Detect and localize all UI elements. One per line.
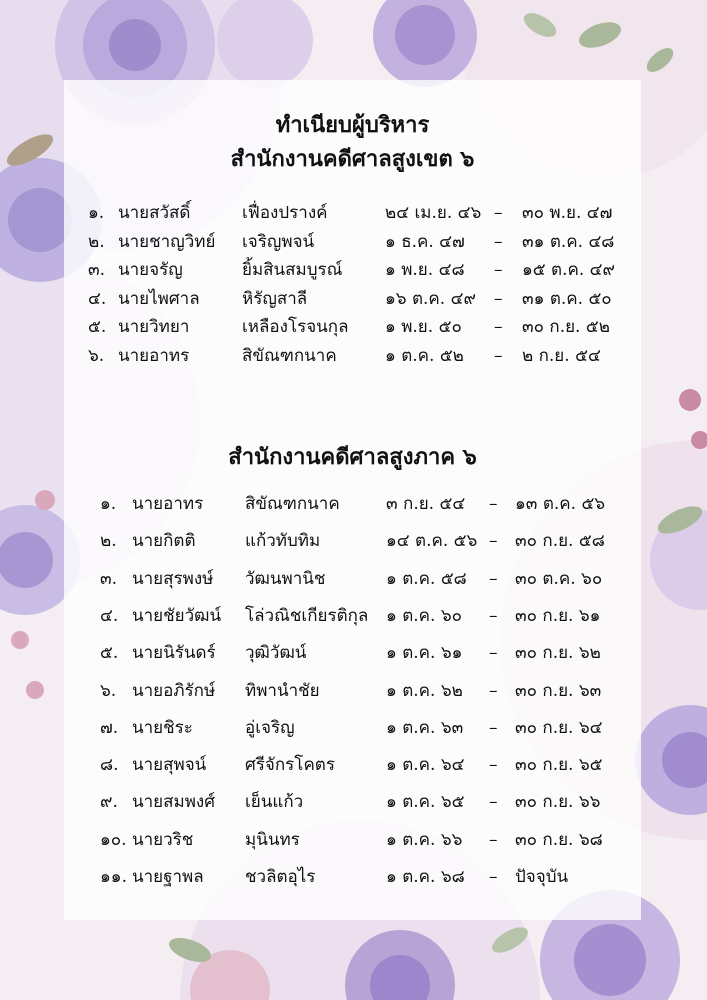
term-start: ๑๔ ต.ค. ๕๖ <box>386 531 478 552</box>
person-surname: เหลืองโรจนกุล <box>242 317 349 337</box>
item-number: ๘. <box>100 755 119 776</box>
term-dash: – <box>489 605 498 626</box>
person-title-name: นายชิระ <box>132 717 193 738</box>
term-end: ๓๐ ก.ย. ๖๖ <box>515 792 601 813</box>
term-dash: – <box>494 260 503 280</box>
section1-title: สำนักงานคดีศาลสูงเขต ๖ <box>230 146 475 172</box>
term-start: ๑ ต.ค. ๖๖ <box>386 829 463 850</box>
term-dash: – <box>489 531 498 552</box>
term-dash: – <box>489 829 498 850</box>
person-title-name: นายสุรพงษ์ <box>132 568 214 589</box>
person-surname: สิขัณฑกนาค <box>245 494 340 514</box>
item-number: ๒. <box>88 231 105 252</box>
person-title-name: นายสวัสดิ์ <box>118 203 191 223</box>
person-surname: เฟื่องปรางค์ <box>242 203 328 223</box>
person-title-name: นายอาทร <box>118 345 190 366</box>
person-title-name: นายนิรันดร์ <box>132 643 216 664</box>
item-number: ๓. <box>100 568 118 589</box>
term-end: ๓๑ ต.ค. ๔๘ <box>522 231 615 252</box>
term-start: ๑ พ.ย. ๕๐ <box>385 317 462 337</box>
item-number: ๒. <box>100 531 117 552</box>
person-surname: วัฒนพานิช <box>245 568 326 589</box>
term-start: ๑๖ ต.ค. ๔๙ <box>385 288 476 309</box>
term-dash: – <box>489 568 498 589</box>
person-surname: แก้วทับทิม <box>245 531 321 552</box>
person-surname: เย็นแก้ว <box>245 792 304 813</box>
term-start: ๑ ต.ค. ๖๔ <box>386 755 465 776</box>
term-end: ปัจจุบัน <box>515 867 569 887</box>
person-title-name: นายจรัญ <box>118 260 183 280</box>
item-number: ๗. <box>100 717 119 738</box>
berry <box>35 490 55 510</box>
item-number: ๖. <box>88 345 105 366</box>
item-number: ๑. <box>100 494 117 514</box>
term-start: ๓ ก.ย. ๕๔ <box>386 494 466 514</box>
person-surname: หิรัญสาลี <box>242 288 308 309</box>
berry <box>11 631 29 649</box>
term-dash: – <box>489 717 498 738</box>
term-start: ๑ ต.ค. ๖๑ <box>386 643 463 664</box>
term-dash: – <box>494 345 503 366</box>
person-title-name: นายไพศาล <box>118 288 200 309</box>
person-surname: เจริญพจน์ <box>242 231 315 252</box>
person-title-name: นายสมพงศ์ <box>132 792 216 813</box>
term-end: ๓๐ ก.ย. ๖๓ <box>515 680 602 701</box>
item-number: ๔. <box>88 288 107 309</box>
person-title-name: นายอภิรักษ์ <box>132 680 216 701</box>
term-dash: – <box>489 680 498 701</box>
term-end: ๒ ก.ย. ๕๔ <box>522 345 601 366</box>
term-start: ๑ ต.ค. ๖๒ <box>386 680 463 701</box>
term-dash: – <box>489 792 498 813</box>
item-number: ๑๐. <box>100 829 127 850</box>
term-start: ๑ พ.ย. ๔๘ <box>385 260 465 280</box>
person-title-name: นายชาญวิทย์ <box>118 231 216 252</box>
item-number: ๕. <box>100 643 119 664</box>
person-surname: ศรีจักรโคตร <box>245 755 335 776</box>
person-title-name: นายกิตติ <box>132 531 196 552</box>
item-number: ๓. <box>88 260 106 280</box>
person-title-name: นายชัยวัฒน์ <box>132 605 222 626</box>
term-dash: – <box>489 643 498 664</box>
item-number: ๖. <box>100 680 117 701</box>
term-start: ๑ ต.ค. ๖๘ <box>386 867 465 887</box>
person-surname: ทิพานำชัย <box>245 680 320 701</box>
item-number: ๑. <box>88 203 105 223</box>
term-dash: – <box>489 494 498 514</box>
person-surname: อู่เจริญ <box>245 717 295 738</box>
term-end: ๓๐ ก.ย. ๖๕ <box>515 755 603 776</box>
term-end: ๓๐ ก.ย. ๖๑ <box>515 605 601 626</box>
item-number: ๑๑. <box>100 867 127 887</box>
person-title-name: นายวิทยา <box>118 317 190 337</box>
person-title-name: นายวริช <box>132 829 194 850</box>
term-end: ๓๐ ก.ย. ๖๔ <box>515 717 603 738</box>
person-title-name: นายฐาพล <box>132 867 204 887</box>
item-number: ๕. <box>88 317 107 337</box>
term-start: ๒๔ เม.ย. ๔๖ <box>385 203 482 223</box>
term-dash: – <box>494 288 503 309</box>
person-title-name: นายอาทร <box>132 494 204 514</box>
section2-title: สำนักงานคดีศาลสูงภาค ๖ <box>228 444 477 470</box>
person-surname: สิขัณฑกนาค <box>242 345 337 366</box>
term-end: ๓๑ ต.ค. ๕๐ <box>522 288 612 309</box>
term-end: ๓๐ ก.ย. ๕๘ <box>515 531 605 552</box>
term-dash: – <box>494 231 503 252</box>
term-dash: – <box>489 755 498 776</box>
term-start: ๑ ต.ค. ๖๕ <box>386 792 465 813</box>
person-title-name: นายสุพจน์ <box>132 755 207 776</box>
term-end: ๓๐ พ.ย. ๔๗ <box>522 203 613 223</box>
term-dash: – <box>489 867 498 887</box>
term-start: ๑ ต.ค. ๖๓ <box>386 717 464 738</box>
term-end: ๓๐ ก.ย. ๖๘ <box>515 829 603 850</box>
main-title: ทำเนียบผู้บริหาร <box>275 112 430 138</box>
person-surname: โล่วณิชเกียรติกุล <box>245 605 369 626</box>
term-end: ๓๐ ก.ย. ๖๒ <box>515 643 601 664</box>
person-surname: ชวลิตอุไร <box>245 867 316 887</box>
term-end: ๑๓ ต.ค. ๕๖ <box>515 494 606 514</box>
term-end: ๑๕ ต.ค. ๔๙ <box>522 260 616 280</box>
item-number: ๙. <box>100 792 118 813</box>
term-end: ๓๐ ก.ย. ๕๒ <box>522 317 610 337</box>
berry <box>26 681 44 699</box>
term-start: ๑ ต.ค. ๖๐ <box>386 605 462 626</box>
term-dash: – <box>494 317 503 337</box>
person-surname: มุนินทร <box>245 829 300 850</box>
term-start: ๑ ธ.ค. ๔๗ <box>385 231 465 252</box>
term-start: ๑ ต.ค. ๕๒ <box>385 345 464 366</box>
term-start: ๑ ต.ค. ๕๘ <box>386 568 467 589</box>
berry <box>679 389 701 411</box>
person-surname: ยิ้มสินสมบูรณ์ <box>242 260 343 280</box>
term-dash: – <box>494 203 503 223</box>
person-surname: วุฒิวัฒน์ <box>245 643 307 664</box>
item-number: ๔. <box>100 605 119 626</box>
term-end: ๓๐ ต.ค. ๖๐ <box>515 568 603 589</box>
